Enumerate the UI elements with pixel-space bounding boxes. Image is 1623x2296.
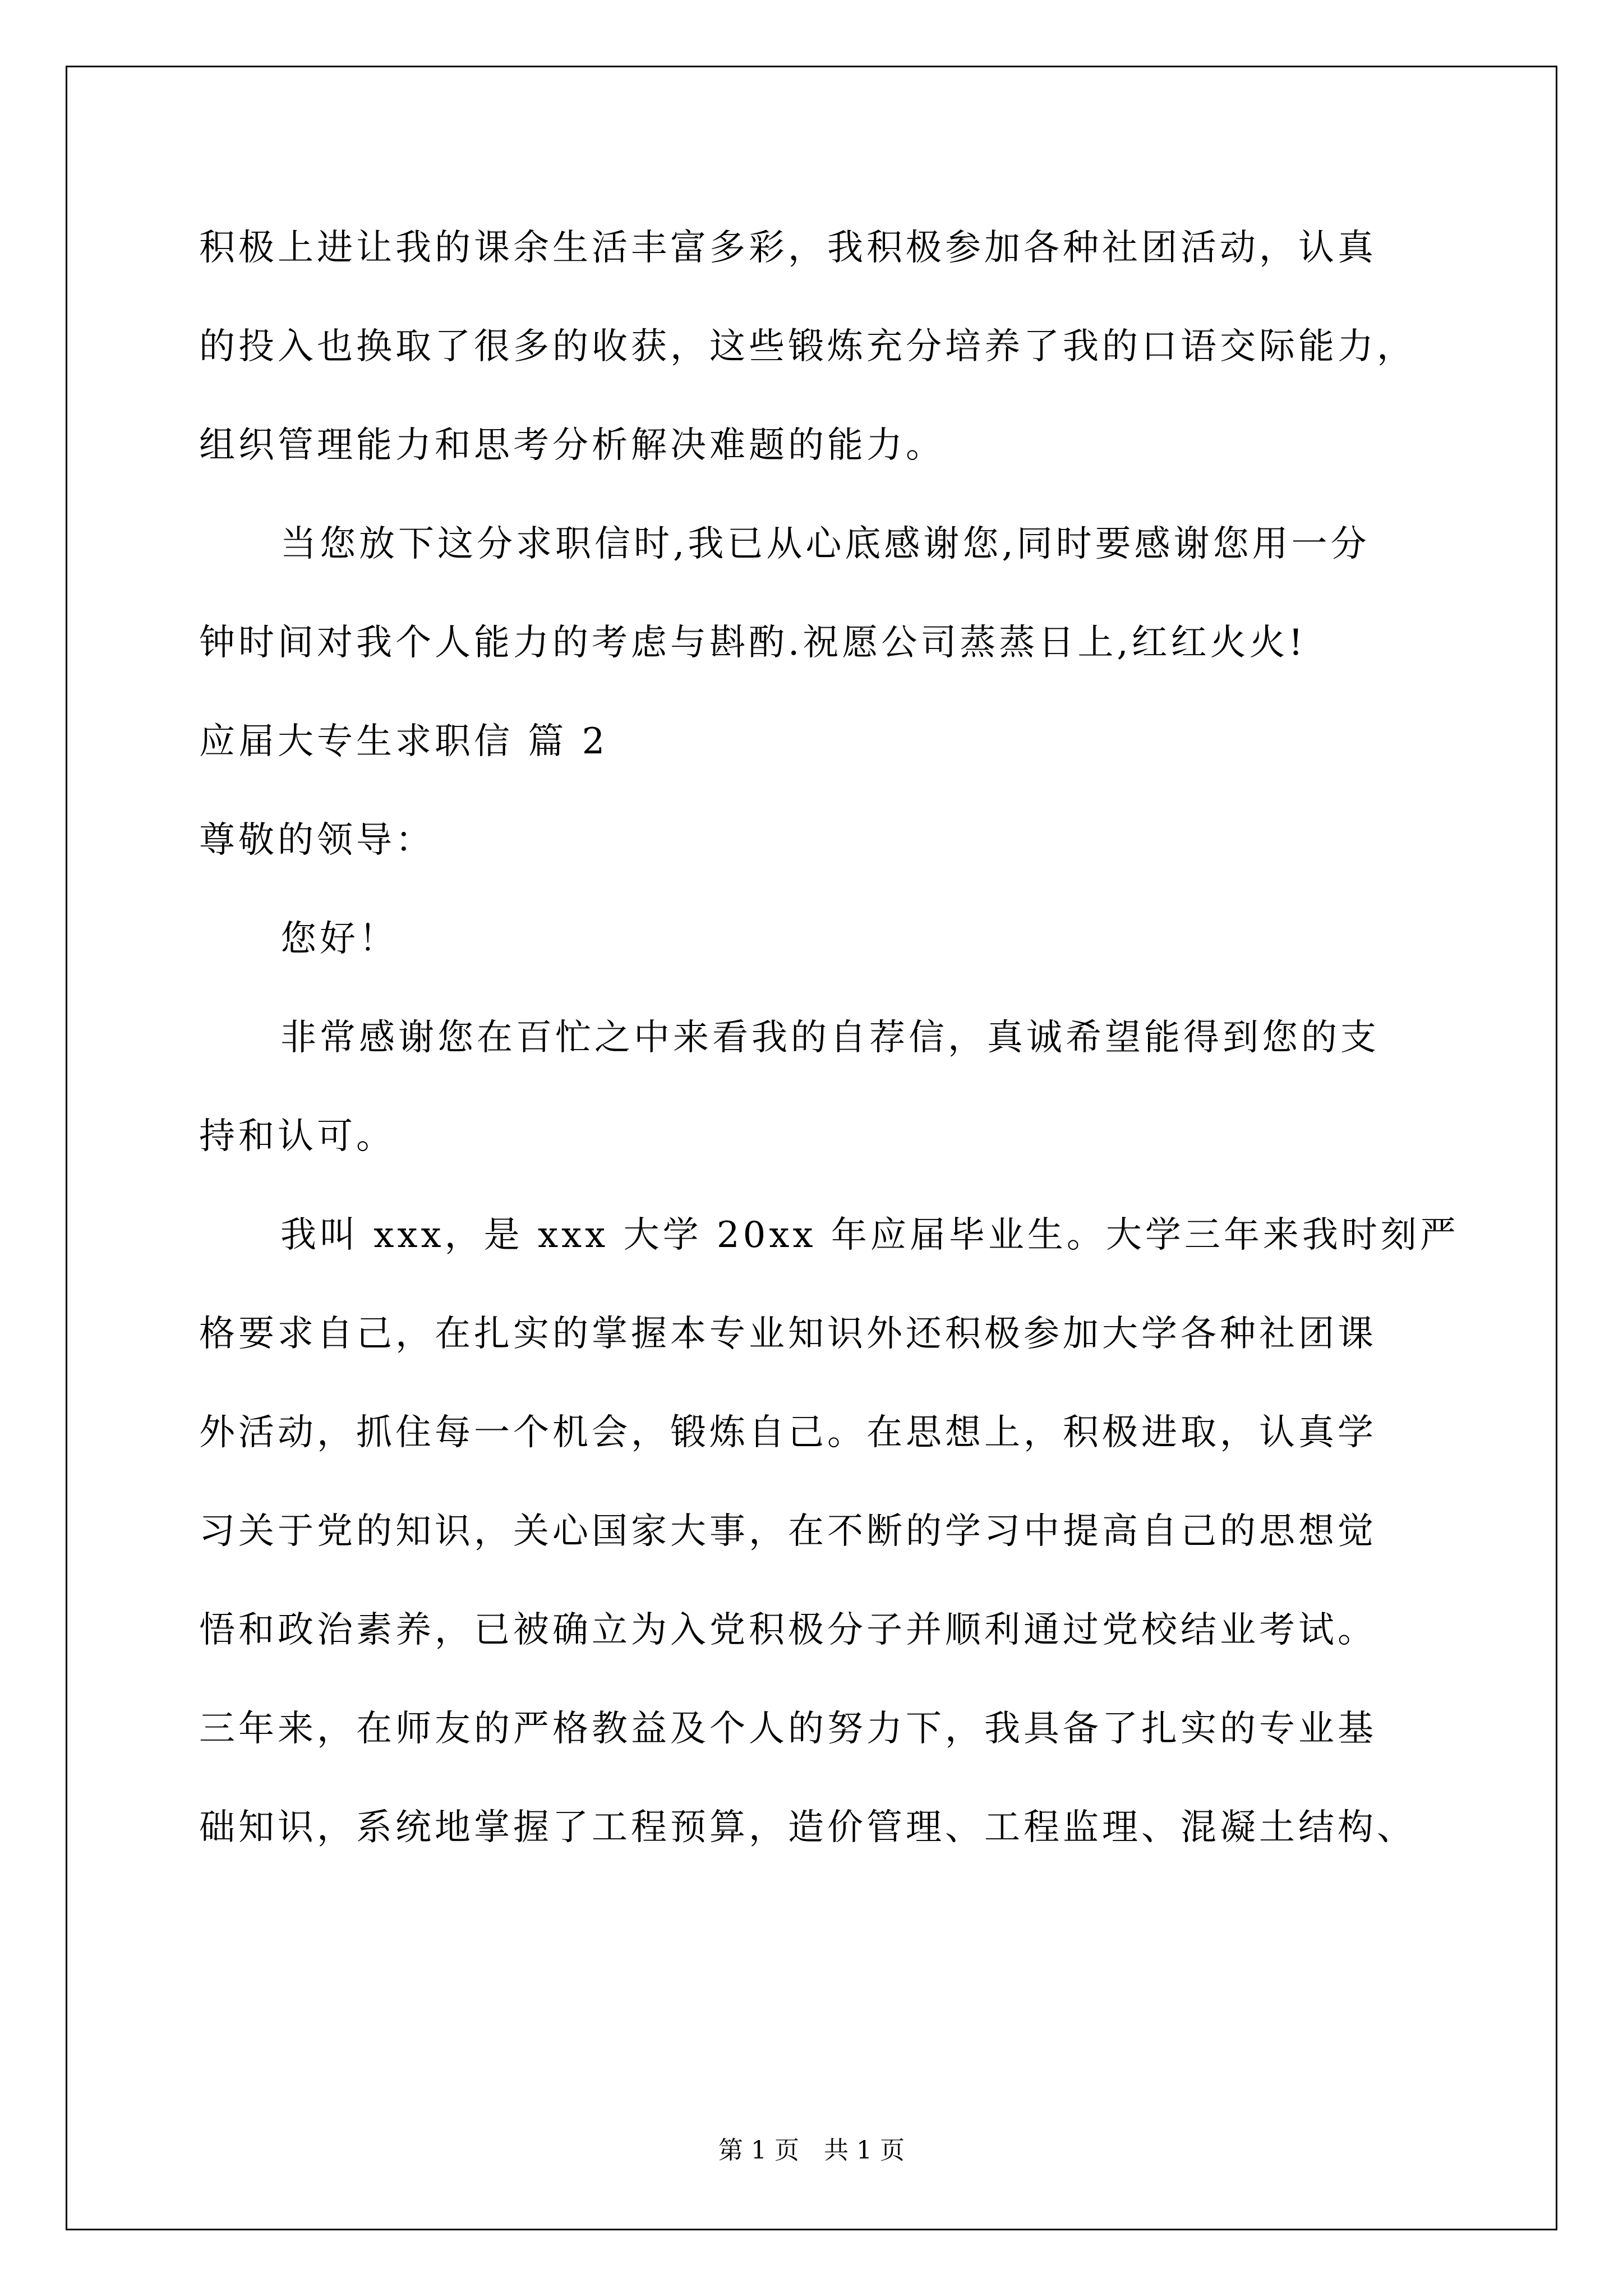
body-line: 外活动，抓住每一个机会，锻炼自己。在思想上，积极进取，认真学 xyxy=(199,1412,1377,1453)
greeting: 您好！ xyxy=(280,918,398,960)
page-number-footer: 第 1 页 共 1 页 xyxy=(718,2136,905,2165)
body-line: 三年来，在师友的严格教益及个人的努力下，我具备了扎实的专业基 xyxy=(199,1708,1377,1750)
body-line: 积极上进让我的课余生活丰富多彩，我积极参加各种社团活动，认真 xyxy=(199,227,1377,269)
body-line: 持和认可。 xyxy=(199,1116,395,1157)
body-line: 的投入也换取了很多的收获，这些锻炼充分培养了我的口语交际能力， xyxy=(199,326,1416,367)
body-line: 当您放下这分求职信时,我已从心底感谢您,同时要感谢您用一分 xyxy=(280,523,1370,565)
body-line: 础知识，系统地掌握了工程预算，造价管理、工程监理、混凝土结构、 xyxy=(199,1807,1416,1848)
body-line: 非常感谢您在百忙之中来看我的自荐信，真诚希望能得到您的支 xyxy=(280,1017,1380,1059)
body-line: 钟时间对我个人能力的考虑与斟酌.祝愿公司蒸蒸日上,红红火火! xyxy=(199,622,1307,664)
body-line: 习关于党的知识，关心国家大事，在不断的学习中提高自己的思想觉 xyxy=(199,1511,1377,1552)
body-line: 我叫 xxx，是 xxx 大学 20xx 年应届毕业生。大学三年来我时刻严 xyxy=(280,1214,1459,1256)
body-line: 格要求自己，在扎实的掌握本专业知识外还积极参加大学各种社团课 xyxy=(199,1313,1377,1355)
section-heading: 应届大专生求职信 篇 2 xyxy=(199,721,608,762)
body-line: 悟和政治素养，已被确立为入党积极分子并顺利通过党校结业考试。 xyxy=(199,1609,1377,1651)
body-line: 组织管理能力和思考分析解决难题的能力。 xyxy=(199,425,945,466)
salutation: 尊敬的领导： xyxy=(199,820,435,861)
